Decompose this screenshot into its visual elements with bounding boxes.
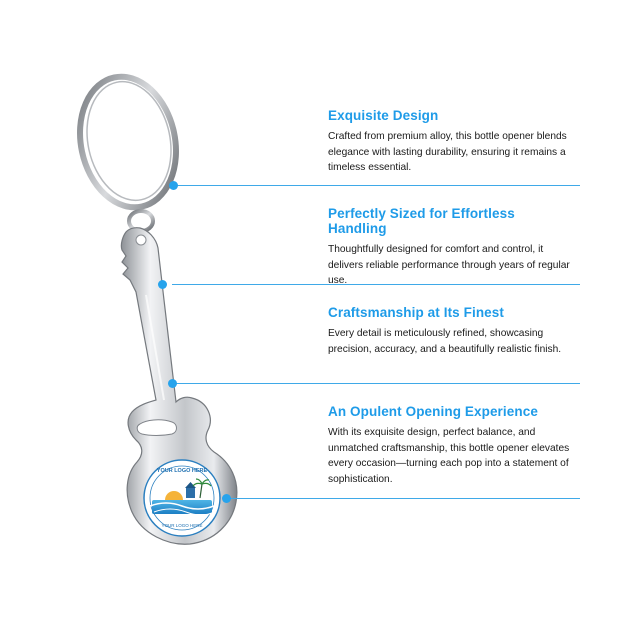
leader-dot-4 bbox=[222, 494, 231, 503]
leader-dot-2 bbox=[158, 280, 167, 289]
leader-line-1 bbox=[172, 185, 580, 186]
feature-description: With its exquisite design, perfect balance, and unmatched craftsmanship, this bottle opener elevates every occasion—turning each pop into a statement of sophistication. bbox=[328, 427, 570, 485]
keyring-icon bbox=[68, 68, 187, 231]
logo-top-text: YOUR LOGO HERE bbox=[156, 468, 208, 474]
leader-line-4 bbox=[226, 498, 580, 499]
feature-title: Perfectly Sized for Effortless Handling bbox=[328, 206, 515, 236]
feature-perfectly-sized bbox=[328, 206, 576, 289]
feature-opulent-opening bbox=[328, 404, 576, 487]
feature-title: Craftsmanship at Its Finest bbox=[328, 305, 504, 320]
feature-title: Exquisite Design bbox=[328, 108, 439, 123]
logo-badge bbox=[144, 460, 220, 536]
leader-line-3 bbox=[172, 383, 580, 384]
feature-craftsmanship bbox=[328, 305, 576, 357]
feature-exquisite-design bbox=[328, 108, 576, 176]
leader-dot-1 bbox=[169, 181, 178, 190]
leader-dot-3 bbox=[168, 379, 177, 388]
feature-title: An Opulent Opening Experience bbox=[328, 404, 538, 419]
feature-description: Thoughtfully designed for comfort and control, it delivers reliable performance through years of regular use. bbox=[328, 244, 570, 286]
feature-description: Crafted from premium alloy, this bottle opener blends elegance with lasting durability, ensuring it remains a timeless essential. bbox=[328, 131, 567, 173]
feature-description: Every detail is meticulously refined, showcasing precision, accuracy, and a beautifully realistic finish. bbox=[328, 328, 562, 355]
logo-bottom-text: YOUR LOGO HERE bbox=[161, 523, 203, 528]
